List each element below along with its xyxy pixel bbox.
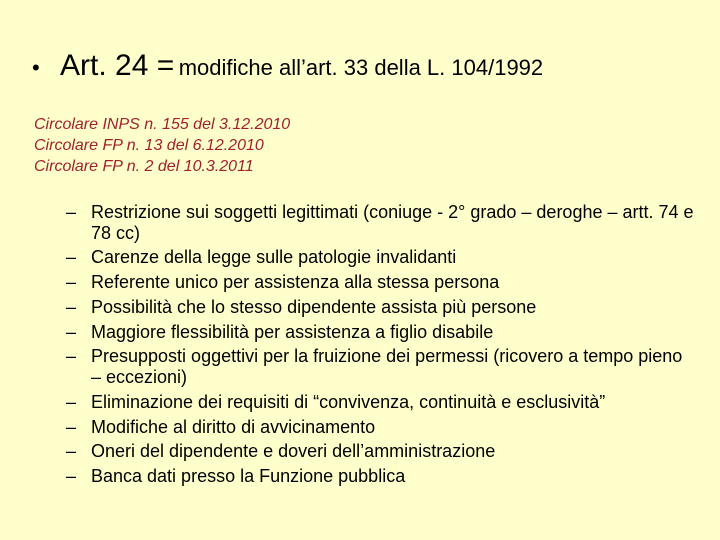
dash-bullet: – <box>66 247 77 268</box>
dash-bullet: – <box>66 441 77 462</box>
list-item <box>66 322 696 343</box>
list-item <box>66 272 696 293</box>
reference-line: Circolare FP n. 13 del 6.12.2010 <box>34 137 264 154</box>
list-item <box>66 417 696 438</box>
list-item-text: Banca dati presso la Funzione pubblica <box>91 466 406 487</box>
reference-line: Circolare INPS n. 155 del 3.12.2010 <box>34 116 291 133</box>
dash-bullet: – <box>66 296 77 317</box>
dash-bullet: – <box>66 272 77 293</box>
list-item <box>66 247 696 268</box>
circular-references <box>34 114 290 177</box>
list-item <box>66 297 696 318</box>
amendment-list <box>66 202 696 491</box>
list-item-text: Eliminazione dei requisiti di “convivenza, continuità e esclusività” <box>91 391 606 412</box>
list-item <box>66 392 696 413</box>
list-item-text: Possibilità che lo stesso dipendente assista più persone <box>91 296 537 317</box>
title-main: Art. 24 = <box>60 49 175 82</box>
dash-bullet: – <box>66 346 77 367</box>
list-item <box>66 202 696 243</box>
dash-bullet: – <box>66 466 77 487</box>
dash-bullet: – <box>66 391 77 412</box>
reference-line: Circolare FP n. 2 del 10.3.2011 <box>34 158 254 175</box>
title-bullet: • <box>32 55 40 80</box>
list-item-text: Presupposti oggettivi per la fruizione dei permessi (ricovero a tempo pieno – eccezioni) <box>91 346 683 387</box>
list-item-text: Maggiore flessibilità per assistenza a figlio disabile <box>91 321 494 342</box>
dash-bullet: – <box>66 321 77 342</box>
list-item <box>66 441 696 462</box>
list-item-text: Oneri del dipendente e doveri dell’amministrazione <box>91 441 496 462</box>
slide-title <box>32 44 543 93</box>
dash-bullet: – <box>66 202 77 222</box>
list-item <box>66 466 696 487</box>
list-item-text: Carenze della legge sulle patologie invalidanti <box>91 247 457 268</box>
dash-bullet: – <box>66 416 77 437</box>
list-item-text: Referente unico per assistenza alla stessa persona <box>91 272 500 293</box>
list-item-text: Modifiche al diritto di avvicinamento <box>91 416 376 437</box>
list-item-text: Restrizione sui soggetti legittimati (coniuge - 2° grado – deroghe – artt. 74 e 78 cc) <box>91 202 694 243</box>
list-item <box>66 346 696 387</box>
title-rest: modifiche all’art. 33 della L. 104/1992 <box>178 55 544 80</box>
